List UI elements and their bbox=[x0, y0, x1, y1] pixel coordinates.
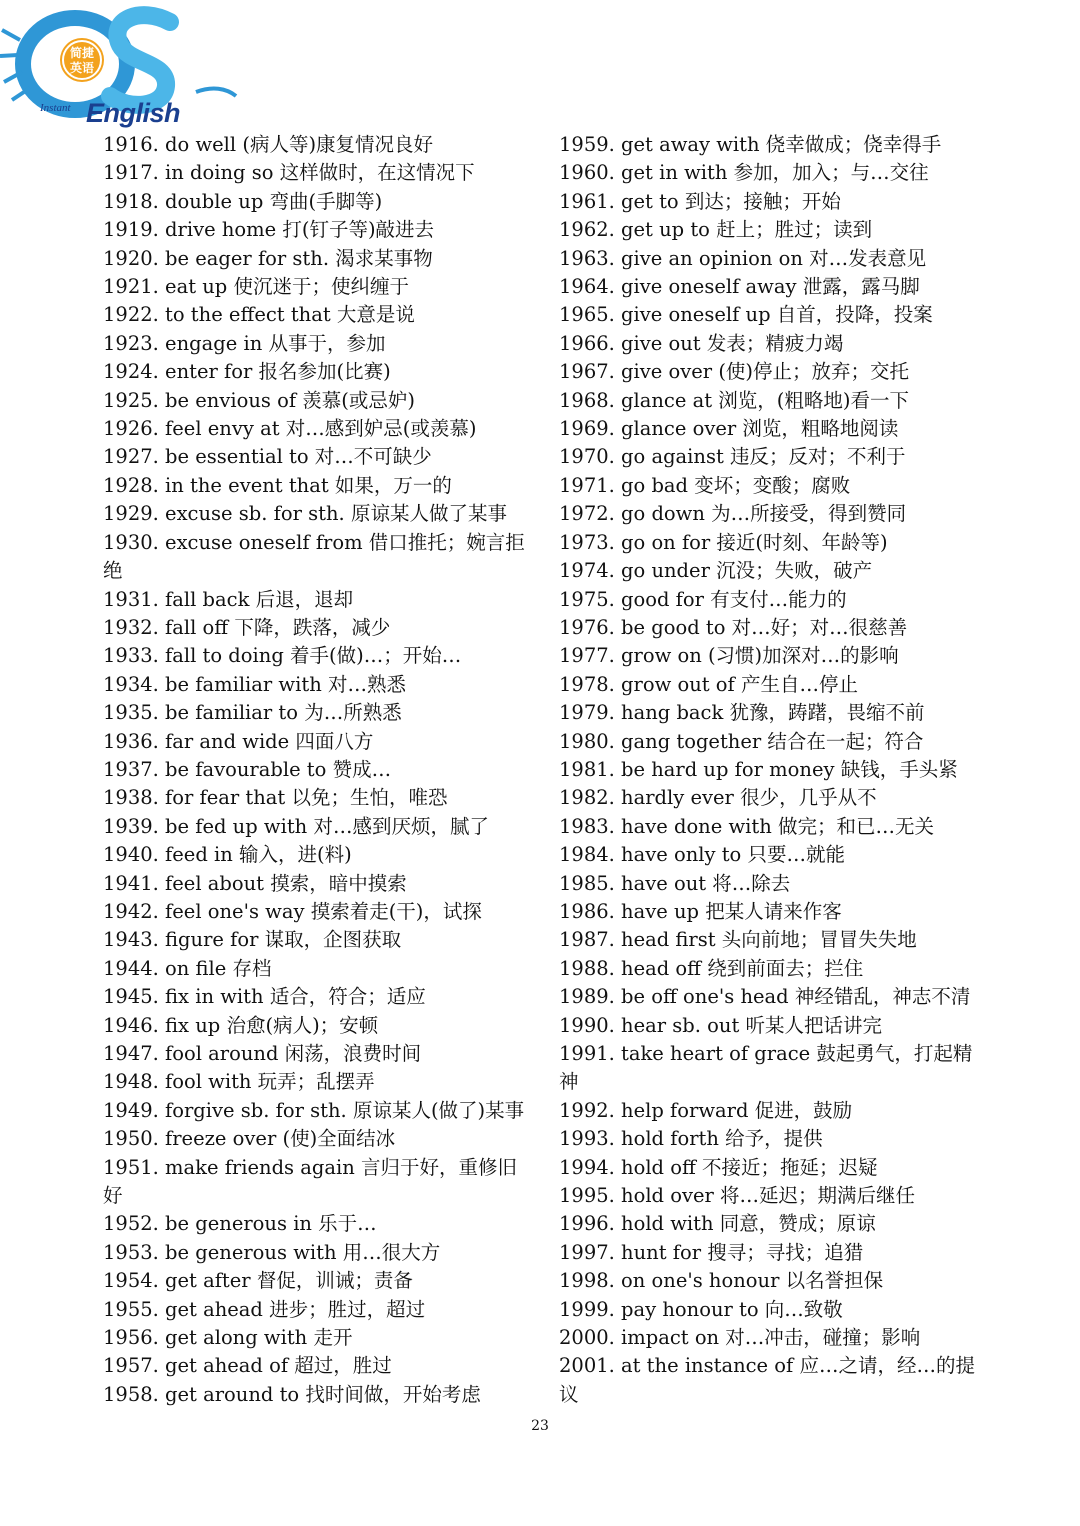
phrase-entry: 1956. get along with 走开 bbox=[103, 1326, 353, 1350]
phrase-entry: 1975. good for 有支付…能力的 bbox=[559, 587, 847, 611]
phrase-entry: 1996. hold with 同意，赞成；原谅 bbox=[559, 1212, 876, 1236]
phrase-entry: 1972. go down 为…所接受，得到赞同 bbox=[559, 502, 907, 526]
phrase-entry: 1940. feed in 输入，进(料) bbox=[103, 843, 352, 867]
phrase-entry: 1978. grow out of 产生自…停止 bbox=[559, 672, 858, 696]
phrase-entry: 1948. fool with 玩弄；乱摆弄 bbox=[103, 1070, 375, 1094]
phrase-entry: 1934. be familiar with 对…熟悉 bbox=[103, 672, 406, 696]
phrase-entry: 1954. get after 督促，训诫；责备 bbox=[103, 1269, 413, 1293]
phrase-entry: 1999. pay honour to 向…致敬 bbox=[559, 1297, 843, 1321]
phrase-entry: 1947. fool around 闲荡，浪费时间 bbox=[103, 1042, 422, 1065]
phrase-entry: 1931. fall back 后退，退却 bbox=[103, 587, 354, 611]
phrase-entry: 1982. hardly ever 很少，几乎从不 bbox=[559, 786, 877, 810]
logo-badge-text: 简捷英语 bbox=[69, 46, 94, 75]
phrase-entry: 1964. give oneself away 泄露，露马脚 bbox=[559, 275, 920, 299]
phrase-entry: 1932. fall off 下降，跌落，减少 bbox=[103, 615, 391, 639]
phrase-entry: 1935. be familiar to 为…所熟悉 bbox=[103, 701, 402, 725]
phrase-entry: 1969. glance over 浏览，粗略地阅读 bbox=[559, 417, 899, 441]
phrase-entry: 1977. grow on (习惯)加深对…的影响 bbox=[559, 644, 899, 668]
phrase-entry: 1916. do well (病人等)康复情况良好 bbox=[103, 133, 434, 156]
phrase-entry: 1983. have done with 做完；和已…无关 bbox=[559, 814, 935, 838]
phrase-entry: 1965. give oneself up 自首，投降，投案 bbox=[559, 303, 933, 327]
phrase-entry: 1974. go under 沉没；失败，破产 bbox=[559, 559, 873, 583]
phrase-entry: 1946. fix up 治愈(病人)；安顿 bbox=[103, 1013, 379, 1037]
phrase-entry: 1961. get to 到达；接触；开始 bbox=[559, 189, 841, 213]
phrase-entry: 1976. be good to 对…好；对…很慈善 bbox=[559, 615, 908, 639]
phrase-entry: 1923. engage in 从事于，参加 bbox=[103, 331, 386, 355]
phrase-entry: 1938. for fear that 以免；生怕，唯恐 bbox=[103, 786, 448, 810]
phrase-entry: 1943. figure for 谋取，企图获取 bbox=[103, 928, 402, 952]
phrase-entry: 1984. have only to 只要…就能 bbox=[559, 843, 845, 867]
phrase-entry: 1979. hang back 犹豫，踌躇，畏缩不前 bbox=[559, 701, 925, 725]
phrase-entry: 1988. head off 绕到前面去；拦住 bbox=[559, 956, 864, 980]
phrase-entry: 1930. excuse oneself from 借口推托；婉言拒绝 bbox=[103, 530, 525, 583]
phrase-entry: 1963. give an opinion on 对…发表意见 bbox=[559, 246, 927, 270]
phrase-entry: 1991. take heart of grace 鼓起勇气，打起精神 bbox=[559, 1042, 973, 1094]
phrase-entry: 1924. enter for 报名参加(比赛) bbox=[103, 360, 391, 384]
phrase-entry: 1939. be fed up with 对…感到厌烦，腻了 bbox=[103, 814, 489, 838]
phrase-entry: 1949. forgive sb. for sth. 原谅某人(做了)某事 bbox=[103, 1098, 525, 1122]
phrase-entry: 1994. hold off 不接近；拖延；迟疑 bbox=[559, 1155, 878, 1179]
phrase-entry: 1992. help forward 促进，鼓励 bbox=[559, 1098, 853, 1122]
phrase-entry: 2001. at the instance of 应…之请，经…的提议 bbox=[559, 1354, 975, 1406]
phrase-entry: 1995. hold over 将…延迟；期满后继任 bbox=[559, 1184, 916, 1208]
phrase-entry: 1987. head first 头向前地；冒冒失失地 bbox=[559, 928, 917, 952]
phrase-entry: 1967. give over (使)停止；放弃；交托 bbox=[559, 360, 910, 384]
phrase-entry: 1941. feel about 摸索，暗中摸索 bbox=[103, 871, 407, 895]
phrase-entry: 1981. be hard up for money 缺钱，手头紧 bbox=[559, 757, 958, 781]
logo-tagline: Instant bbox=[40, 102, 71, 114]
phrase-entry: 1920. be eager for sth. 渴求某事物 bbox=[103, 246, 433, 270]
phrase-entry: 1945. fix in with 适合，符合；适应 bbox=[103, 985, 426, 1009]
right-column bbox=[559, 131, 989, 1409]
phrase-entry: 1927. be essential to 对…不可缺少 bbox=[103, 445, 432, 469]
phrase-entry: 1933. fall to doing 着手(做)…；开始… bbox=[103, 644, 462, 668]
phrase-entry: 1921. eat up 使沉迷于；使纠缠于 bbox=[103, 275, 409, 299]
phrase-entry: 1937. be favourable to 赞成… bbox=[103, 757, 392, 781]
phrase-entry: 1958. get around to 找时间做，开始考虑 bbox=[103, 1382, 481, 1406]
page-number: 23 bbox=[531, 1418, 549, 1434]
phrase-entry: 1960. get in with 参加，加入；与…交往 bbox=[559, 161, 929, 185]
left-column bbox=[103, 131, 533, 1409]
phrase-entry: 1929. excuse sb. for sth. 原谅某人做了某事 bbox=[103, 502, 507, 526]
phrase-entry: 1955. get ahead 进步；胜过，超过 bbox=[103, 1297, 426, 1321]
phrase-entry: 1953. be generous with 用…很大方 bbox=[103, 1240, 441, 1264]
phrase-entry: 1993. hold forth 给予，提供 bbox=[559, 1127, 823, 1151]
phrase-entry: 2000. impact on 对…冲击，碰撞；影响 bbox=[559, 1326, 921, 1350]
phrase-entry: 1985. have out 将…除去 bbox=[559, 871, 791, 895]
phrase-entry: 1951. make friends again 言归于好，重修旧好 bbox=[103, 1155, 517, 1208]
phrase-entry: 1925. be envious of 羡慕(或忌妒) bbox=[103, 388, 415, 412]
instant-english-logo bbox=[0, 0, 240, 140]
phrase-entry: 1918. double up 弯曲(手脚等) bbox=[103, 189, 383, 213]
phrase-entry: 1968. glance at 浏览，(粗略地)看一下 bbox=[559, 388, 909, 412]
phrase-entry: 1986. have up 把某人请来作客 bbox=[559, 899, 842, 923]
phrase-entry: 1959. get away with 侥幸做成；侥幸得手 bbox=[559, 133, 942, 156]
phrase-entry: 1997. hunt for 搜寻；寻找；追猎 bbox=[559, 1240, 864, 1264]
phrase-entry: 1998. on one's honour 以名誉担保 bbox=[559, 1269, 884, 1293]
phrase-entry: 1990. hear sb. out 听某人把话讲完 bbox=[559, 1013, 882, 1037]
phrase-entry: 1952. be generous in 乐于… bbox=[103, 1212, 377, 1236]
phrase-entry: 1926. feel envy at 对…感到妒忌(或羡慕) bbox=[103, 417, 477, 441]
phrase-entry: 1922. to the effect that 大意是说 bbox=[103, 303, 415, 327]
phrase-entry: 1989. be off one's head 神经错乱，神志不清 bbox=[559, 985, 971, 1009]
phrase-entry: 1973. go on for 接近(时刻、年龄等) bbox=[559, 530, 888, 554]
phrase-entry: 1919. drive home 打(钉子等)敲进去 bbox=[103, 218, 435, 242]
phrase-entry: 1962. get up to 赶上；胜过；读到 bbox=[559, 218, 873, 242]
phrase-entry: 1957. get ahead of 超过，胜过 bbox=[103, 1354, 392, 1378]
phrase-entry: 1917. in doing so 这样做时，在这情况下 bbox=[103, 161, 475, 185]
phrase-entry: 1950. freeze over (使)全面结冰 bbox=[103, 1127, 396, 1151]
phrase-entry: 1970. go against 违反；反对；不利于 bbox=[559, 445, 906, 469]
phrase-entry: 1980. gang together 结合在一起；符合 bbox=[559, 729, 924, 753]
logo-brand-text: English bbox=[86, 98, 181, 128]
phrase-entry: 1971. go bad 变坏；变酸；腐败 bbox=[559, 473, 851, 497]
phrase-entry: 1966. give out 发表；精疲力竭 bbox=[559, 331, 844, 355]
phrase-entry: 1944. on file 存档 bbox=[103, 956, 272, 980]
phrase-entry: 1942. feel one's way 摸索着走(干)，试探 bbox=[103, 899, 482, 923]
phrase-entry: 1928. in the event that 如果，万一的 bbox=[103, 473, 452, 497]
phrase-entry: 1936. far and wide 四面八方 bbox=[103, 729, 374, 753]
